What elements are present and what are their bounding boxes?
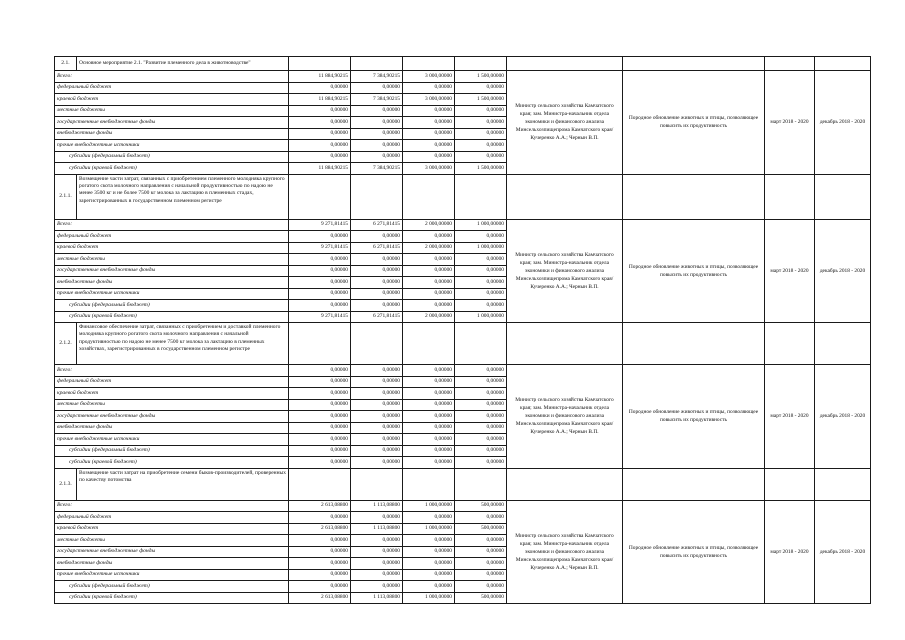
budget-value: 0,00000 bbox=[351, 105, 403, 117]
empty-cell bbox=[455, 468, 507, 500]
executor-cell: Министр сельского хозяйства Камчатского края; зам. Министра-начальник отдела экономики и финансового анализа Минсельхозпищепрома Камчатского края/Кучеренко А.А.; Чернын В.П. bbox=[507, 219, 623, 323]
end-date-cell: декабрь 2018 - 2020 bbox=[815, 500, 871, 604]
budget-source-label: Всего: bbox=[55, 219, 289, 231]
budget-value: 0,00000 bbox=[403, 376, 455, 388]
budget-value: 1 000,00000 bbox=[455, 219, 507, 231]
budget-value: 0,00000 bbox=[351, 117, 403, 129]
subevent-row bbox=[55, 174, 871, 219]
budget-source-label: краевой бюджет bbox=[55, 388, 289, 400]
budget-value: 0,00000 bbox=[455, 422, 507, 434]
budget-source-label: внебюджетные фонды bbox=[55, 277, 289, 289]
budget-source-label: краевой бюджет bbox=[55, 242, 289, 254]
budget-value: 0,00000 bbox=[403, 254, 455, 266]
start-date-cell: март 2018 - 2020 bbox=[765, 500, 815, 604]
budget-value: 0,00000 bbox=[289, 231, 351, 243]
empty-cell bbox=[289, 323, 351, 365]
budget-value: 0,00000 bbox=[403, 128, 455, 140]
budget-source-label: местные бюджеты bbox=[55, 535, 289, 547]
subevent-row bbox=[55, 468, 871, 500]
budget-value: 0,00000 bbox=[403, 117, 455, 129]
budget-source-label: государственные внебюджетные фонды bbox=[55, 411, 289, 423]
budget-value: 3 000,00000 bbox=[403, 71, 455, 83]
budget-value: 0,00000 bbox=[455, 558, 507, 570]
budget-value: 0,00000 bbox=[351, 569, 403, 581]
budget-value: 0,00000 bbox=[351, 265, 403, 277]
subevent-code: 2.1.3. bbox=[55, 468, 77, 500]
budget-value: 0,00000 bbox=[289, 422, 351, 434]
budget-source-label: прочие внебюджетные источники bbox=[55, 569, 289, 581]
budget-source-label: внебюджетные фонды bbox=[55, 128, 289, 140]
budget-value: 0,00000 bbox=[403, 411, 455, 423]
budget-value: 0,00000 bbox=[403, 288, 455, 300]
budget-value: 0,00000 bbox=[351, 231, 403, 243]
budget-value: 0,00000 bbox=[351, 546, 403, 558]
budget-value: 0,00000 bbox=[403, 231, 455, 243]
budget-source-label: федеральный бюджет bbox=[55, 376, 289, 388]
budget-value: 0,00000 bbox=[351, 128, 403, 140]
executor-cell: Министр сельского хозяйства Камчатского края; зам. Министра-начальник отдела экономики и финансового анализа Минсельхозпищепрома Камчатского края/Кучеренко А.А.; Чернын В.П. bbox=[507, 71, 623, 175]
budget-row bbox=[55, 500, 871, 512]
budget-value: 0,00000 bbox=[403, 422, 455, 434]
main-event-title: Основное мероприятие 2.1. "Развитие племенного дела в животноводстве" bbox=[77, 57, 289, 71]
budget-value: 0,00000 bbox=[351, 422, 403, 434]
empty-cell bbox=[765, 174, 815, 219]
budget-source-label: внебюджетные фонды bbox=[55, 422, 289, 434]
end-date-cell: декабрь 2018 - 2020 bbox=[815, 71, 871, 175]
budget-value: 0,00000 bbox=[289, 140, 351, 152]
empty-cell bbox=[623, 174, 765, 219]
budget-value: 11 884,90215 bbox=[289, 163, 351, 175]
budget-source-label: субсидии (федеральный бюджет) bbox=[55, 300, 289, 312]
empty-cell bbox=[289, 174, 351, 219]
budget-row bbox=[55, 71, 871, 83]
budget-value: 0,00000 bbox=[403, 399, 455, 411]
budget-source-label: прочие внебюджетные источники bbox=[55, 434, 289, 446]
budget-value: 0,00000 bbox=[455, 151, 507, 163]
budget-value: 0,00000 bbox=[351, 434, 403, 446]
budget-value: 6 271,81415 bbox=[351, 311, 403, 323]
budget-value: 0,00000 bbox=[289, 411, 351, 423]
budget-row bbox=[55, 365, 871, 377]
end-date-cell: декабрь 2018 - 2020 bbox=[815, 365, 871, 469]
empty-cell bbox=[815, 468, 871, 500]
budget-value: 9 271,81415 bbox=[289, 242, 351, 254]
budget-value: 3 000,00000 bbox=[403, 163, 455, 175]
budget-value: 0,00000 bbox=[455, 140, 507, 152]
budget-value: 0,00000 bbox=[289, 546, 351, 558]
empty-cell bbox=[765, 323, 815, 365]
budget-value: 0,00000 bbox=[289, 300, 351, 312]
budget-value: 500,00000 bbox=[455, 523, 507, 535]
budget-source-label: прочие внебюджетные источники bbox=[55, 288, 289, 300]
budget-value: 9 271,81415 bbox=[289, 219, 351, 231]
budget-value: 0,00000 bbox=[455, 265, 507, 277]
budget-value: 0,00000 bbox=[455, 117, 507, 129]
result-cell: Породное обновление животных и птицы, позволяющее повысить их продуктивность bbox=[623, 500, 765, 604]
budget-value: 1 000,00000 bbox=[403, 500, 455, 512]
budget-value: 500,00000 bbox=[455, 500, 507, 512]
budget-value: 2 000,00000 bbox=[403, 311, 455, 323]
empty-cell bbox=[623, 468, 765, 500]
budget-value: 0,00000 bbox=[351, 300, 403, 312]
empty-cell bbox=[289, 468, 351, 500]
result-cell: Породное обновление животных и птицы, позволяющее повысить их продуктивность bbox=[623, 365, 765, 469]
budget-value: 0,00000 bbox=[455, 546, 507, 558]
budget-value: 0,00000 bbox=[289, 399, 351, 411]
budget-value: 3 000,00000 bbox=[403, 94, 455, 106]
budget-value: 0,00000 bbox=[289, 105, 351, 117]
budget-value: 0,00000 bbox=[455, 411, 507, 423]
budget-value: 0,00000 bbox=[455, 105, 507, 117]
budget-value: 0,00000 bbox=[289, 376, 351, 388]
budget-value: 2 613,08800 bbox=[289, 592, 351, 604]
budget-value: 0,00000 bbox=[403, 140, 455, 152]
budget-value: 0,00000 bbox=[289, 265, 351, 277]
budget-value: 1 113,08800 bbox=[351, 523, 403, 535]
budget-value: 0,00000 bbox=[351, 151, 403, 163]
empty-cell bbox=[403, 323, 455, 365]
budget-source-label: Всего: bbox=[55, 500, 289, 512]
budget-table bbox=[54, 56, 871, 604]
subevent-row bbox=[55, 323, 871, 365]
budget-value: 9 271,81415 bbox=[289, 311, 351, 323]
budget-table-sheet bbox=[54, 56, 870, 604]
budget-value: 0,00000 bbox=[351, 254, 403, 266]
budget-value: 0,00000 bbox=[351, 140, 403, 152]
budget-value: 0,00000 bbox=[455, 300, 507, 312]
budget-value: 0,00000 bbox=[403, 265, 455, 277]
budget-value: 0,00000 bbox=[403, 569, 455, 581]
budget-value: 0,00000 bbox=[289, 254, 351, 266]
empty-cell bbox=[351, 174, 403, 219]
budget-value: 1 500,00000 bbox=[455, 163, 507, 175]
budget-value: 0,00000 bbox=[351, 399, 403, 411]
budget-value: 1 500,00000 bbox=[455, 71, 507, 83]
start-date-cell: март 2018 - 2020 bbox=[765, 365, 815, 469]
budget-source-label: краевой бюджет bbox=[55, 523, 289, 535]
budget-value: 11 884,90215 bbox=[289, 71, 351, 83]
budget-value: 0,00000 bbox=[455, 82, 507, 94]
budget-value: 0,00000 bbox=[351, 581, 403, 593]
budget-value: 0,00000 bbox=[289, 434, 351, 446]
budget-value: 0,00000 bbox=[455, 128, 507, 140]
budget-source-label: субсидии (федеральный бюджет) bbox=[55, 581, 289, 593]
empty-cell bbox=[507, 174, 623, 219]
budget-value: 0,00000 bbox=[351, 82, 403, 94]
empty-cell bbox=[623, 323, 765, 365]
empty-cell bbox=[351, 468, 403, 500]
budget-value: 0,00000 bbox=[289, 535, 351, 547]
end-date-cell: декабрь 2018 - 2020 bbox=[815, 219, 871, 323]
budget-source-label: субсидии (краевой бюджет) bbox=[55, 311, 289, 323]
budget-source-label: субсидии (федеральный бюджет) bbox=[55, 151, 289, 163]
budget-value: 1 000,00000 bbox=[403, 592, 455, 604]
budget-value: 0,00000 bbox=[289, 558, 351, 570]
budget-value: 0,00000 bbox=[455, 569, 507, 581]
empty-cell bbox=[455, 174, 507, 219]
result-cell: Породное обновление животных и птицы, позволяющее повысить их продуктивность bbox=[623, 71, 765, 175]
budget-source-label: федеральный бюджет bbox=[55, 512, 289, 524]
budget-value: 1 113,08800 bbox=[351, 500, 403, 512]
empty-cell bbox=[455, 323, 507, 365]
budget-value: 0,00000 bbox=[455, 457, 507, 469]
budget-source-label: местные бюджеты bbox=[55, 399, 289, 411]
budget-value: 0,00000 bbox=[289, 117, 351, 129]
budget-source-label: федеральный бюджет bbox=[55, 231, 289, 243]
empty-cell bbox=[815, 323, 871, 365]
empty-cell bbox=[403, 468, 455, 500]
budget-value: 0,00000 bbox=[289, 151, 351, 163]
budget-value: 0,00000 bbox=[403, 457, 455, 469]
empty-cell bbox=[507, 323, 623, 365]
executor-cell: Министр сельского хозяйства Камчатского края; зам. Министра-начальник отдела экономики и финансового анализа Минсельхозпищепрома Камчатского края/Кучеренко А.А.; Чернын В.П. bbox=[507, 500, 623, 604]
budget-value: 0,00000 bbox=[351, 445, 403, 457]
budget-source-label: Всего: bbox=[55, 71, 289, 83]
subevent-description: Возмещение части затрат на приобретение семени быков-производителей, проверенных по качеству потомства bbox=[77, 468, 289, 500]
main-event-row bbox=[55, 57, 871, 71]
budget-value: 0,00000 bbox=[289, 445, 351, 457]
budget-value: 0,00000 bbox=[289, 457, 351, 469]
budget-value: 0,00000 bbox=[289, 365, 351, 377]
budget-value: 2 000,00000 bbox=[403, 219, 455, 231]
budget-value: 2 000,00000 bbox=[403, 242, 455, 254]
budget-value: 0,00000 bbox=[403, 277, 455, 289]
budget-value: 0,00000 bbox=[455, 535, 507, 547]
budget-source-label: местные бюджеты bbox=[55, 105, 289, 117]
budget-value: 0,00000 bbox=[403, 105, 455, 117]
budget-value: 7 384,90215 bbox=[351, 163, 403, 175]
budget-value: 6 271,81415 bbox=[351, 219, 403, 231]
budget-value: 0,00000 bbox=[403, 445, 455, 457]
budget-source-label: федеральный бюджет bbox=[55, 82, 289, 94]
budget-source-label: субсидии (краевой бюджет) bbox=[55, 457, 289, 469]
budget-value: 0,00000 bbox=[403, 512, 455, 524]
budget-value: 0,00000 bbox=[455, 231, 507, 243]
budget-value: 0,00000 bbox=[351, 277, 403, 289]
budget-value: 0,00000 bbox=[351, 512, 403, 524]
budget-source-label: прочие внебюджетные источники bbox=[55, 140, 289, 152]
budget-value: 0,00000 bbox=[403, 558, 455, 570]
budget-value: 0,00000 bbox=[455, 254, 507, 266]
budget-source-label: субсидии (краевой бюджет) bbox=[55, 163, 289, 175]
budget-value: 6 271,81415 bbox=[351, 242, 403, 254]
budget-value: 0,00000 bbox=[403, 581, 455, 593]
budget-value: 0,00000 bbox=[455, 365, 507, 377]
empty-cell bbox=[765, 468, 815, 500]
budget-source-label: государственные внебюджетные фонды bbox=[55, 546, 289, 558]
budget-value: 0,00000 bbox=[455, 581, 507, 593]
empty-cell bbox=[815, 174, 871, 219]
budget-value: 0,00000 bbox=[455, 277, 507, 289]
empty-cell bbox=[403, 174, 455, 219]
budget-value: 0,00000 bbox=[455, 512, 507, 524]
budget-value: 0,00000 bbox=[351, 558, 403, 570]
budget-value: 1 000,00000 bbox=[455, 242, 507, 254]
budget-value: 0,00000 bbox=[403, 82, 455, 94]
budget-value: 0,00000 bbox=[455, 376, 507, 388]
budget-value: 0,00000 bbox=[289, 82, 351, 94]
budget-source-label: государственные внебюджетные фонды bbox=[55, 117, 289, 129]
budget-value: 0,00000 bbox=[403, 365, 455, 377]
start-date-cell: март 2018 - 2020 bbox=[765, 219, 815, 323]
budget-value: 11 884,90215 bbox=[289, 94, 351, 106]
main-event-code: 2.1. bbox=[55, 57, 77, 71]
result-cell: Породное обновление животных и птицы, позволяющее повысить их продуктивность bbox=[623, 219, 765, 323]
budget-value: 7 384,90215 bbox=[351, 94, 403, 106]
budget-value: 0,00000 bbox=[289, 128, 351, 140]
executor-cell: Министр сельского хозяйства Камчатского края; зам. Министра-начальник отдела экономики и финансового анализа Минсельхозпищепрома Камчатского края/Кучеренко А.А.; Чернын В.П. bbox=[507, 365, 623, 469]
budget-value: 0,00000 bbox=[289, 569, 351, 581]
budget-value: 0,00000 bbox=[289, 388, 351, 400]
budget-value: 0,00000 bbox=[351, 388, 403, 400]
budget-source-label: внебюджетные фонды bbox=[55, 558, 289, 570]
budget-value: 0,00000 bbox=[289, 288, 351, 300]
budget-value: 0,00000 bbox=[455, 388, 507, 400]
budget-value: 0,00000 bbox=[351, 457, 403, 469]
budget-value: 0,00000 bbox=[351, 535, 403, 547]
budget-source-label: Всего: bbox=[55, 365, 289, 377]
budget-value: 0,00000 bbox=[403, 546, 455, 558]
budget-source-label: субсидии (федеральный бюджет) bbox=[55, 445, 289, 457]
start-date-cell: март 2018 - 2020 bbox=[765, 71, 815, 175]
budget-source-label: государственные внебюджетные фонды bbox=[55, 265, 289, 277]
budget-value: 0,00000 bbox=[289, 581, 351, 593]
budget-value: 2 613,08800 bbox=[289, 523, 351, 535]
subevent-description: Финансовое обеспечение затрат, связанных с приобретением и доставкой племенного молодняка крупного рогатого скота молочного направления с начальной продуктивностью по надою не менее 7500 кг молока за лактацию в племенных хозяйствах, зарегистрированных в государственном племенном регистре bbox=[77, 323, 289, 365]
budget-value: 0,00000 bbox=[455, 434, 507, 446]
budget-value: 7 384,90215 bbox=[351, 71, 403, 83]
budget-value: 0,00000 bbox=[455, 288, 507, 300]
subevent-code: 2.1.2. bbox=[55, 323, 77, 365]
empty-cell bbox=[351, 323, 403, 365]
budget-value: 0,00000 bbox=[351, 288, 403, 300]
subevent-description: Возмещение части затрат, связанных с приобретением племенного молодняка крупного рогатого скота молочного направления с начальной продуктивностью по надою не менее 3500 кг и не более 7500 кг молока за лактацию в племенных стадах, зарегистрированных в государственном племенном регистре bbox=[77, 174, 289, 219]
budget-value: 0,00000 bbox=[403, 434, 455, 446]
budget-value: 0,00000 bbox=[351, 411, 403, 423]
budget-row bbox=[55, 219, 871, 231]
budget-value: 1 000,00000 bbox=[455, 311, 507, 323]
budget-value: 0,00000 bbox=[455, 399, 507, 411]
subevent-code: 2.1.1. bbox=[55, 174, 77, 219]
budget-value: 0,00000 bbox=[403, 151, 455, 163]
budget-value: 500,00000 bbox=[455, 592, 507, 604]
budget-value: 1 113,08800 bbox=[351, 592, 403, 604]
budget-source-label: местные бюджеты bbox=[55, 254, 289, 266]
budget-source-label: субсидии (краевой бюджет) bbox=[55, 592, 289, 604]
budget-value: 0,00000 bbox=[403, 300, 455, 312]
budget-value: 0,00000 bbox=[351, 365, 403, 377]
budget-value: 0,00000 bbox=[289, 277, 351, 289]
budget-source-label: краевой бюджет bbox=[55, 94, 289, 106]
budget-value: 0,00000 bbox=[289, 512, 351, 524]
budget-value: 1 500,00000 bbox=[455, 94, 507, 106]
budget-value: 0,00000 bbox=[351, 376, 403, 388]
budget-value: 1 000,00000 bbox=[403, 523, 455, 535]
budget-value: 2 613,08800 bbox=[289, 500, 351, 512]
empty-cell bbox=[507, 468, 623, 500]
budget-value: 0,00000 bbox=[403, 535, 455, 547]
budget-value: 0,00000 bbox=[403, 388, 455, 400]
budget-value: 0,00000 bbox=[455, 445, 507, 457]
